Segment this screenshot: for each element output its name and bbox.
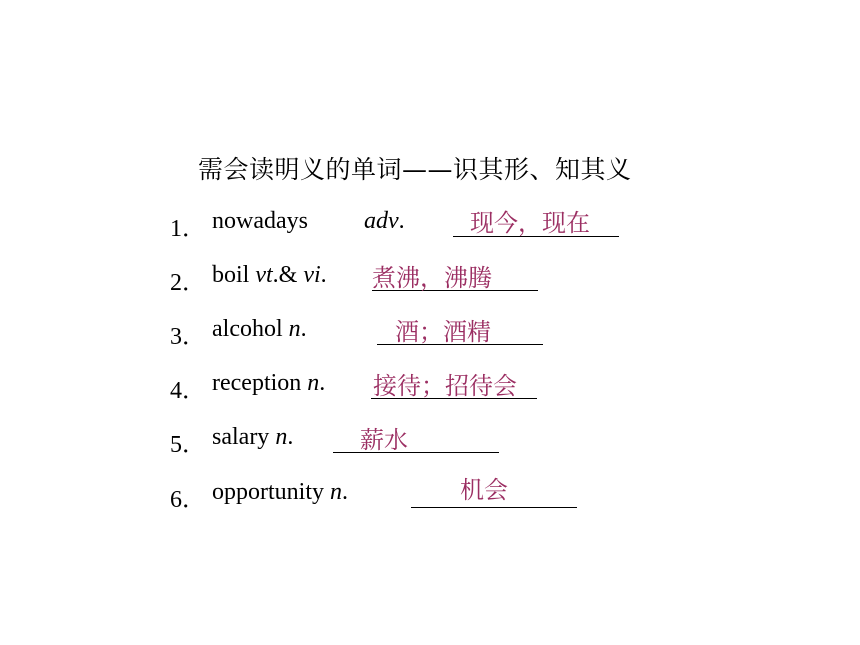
item-word: boil vt.& vi. [212,262,327,288]
item-word: reception n. [212,370,326,396]
answer-1: 现今，现在 [470,209,590,237]
item-word: opportunity n. [212,479,348,505]
section-heading: 需会读明义的单词——识其形、知其义 [198,155,632,184]
item-number: 2． [170,270,206,296]
part-of-speech: adv. [364,208,405,234]
item-number: 1． [170,216,206,242]
item-number: 5． [170,432,206,458]
item-word: salary n. [212,424,294,450]
item-number: 4． [170,378,206,404]
answer-2: 煮沸，沸腾 [372,264,492,292]
answer-5: 薪水 [360,426,408,454]
item-number: 3． [170,324,206,350]
item-word: alcohol n. [212,316,307,342]
item-word: nowadays [212,208,308,234]
answer-blank-5[interactable] [333,426,499,453]
answer-4: 接待；招待会 [373,372,517,400]
answer-6: 机会 [460,476,508,504]
item-number: 6． [170,487,206,513]
answer-3: 酒；酒精 [395,318,491,346]
